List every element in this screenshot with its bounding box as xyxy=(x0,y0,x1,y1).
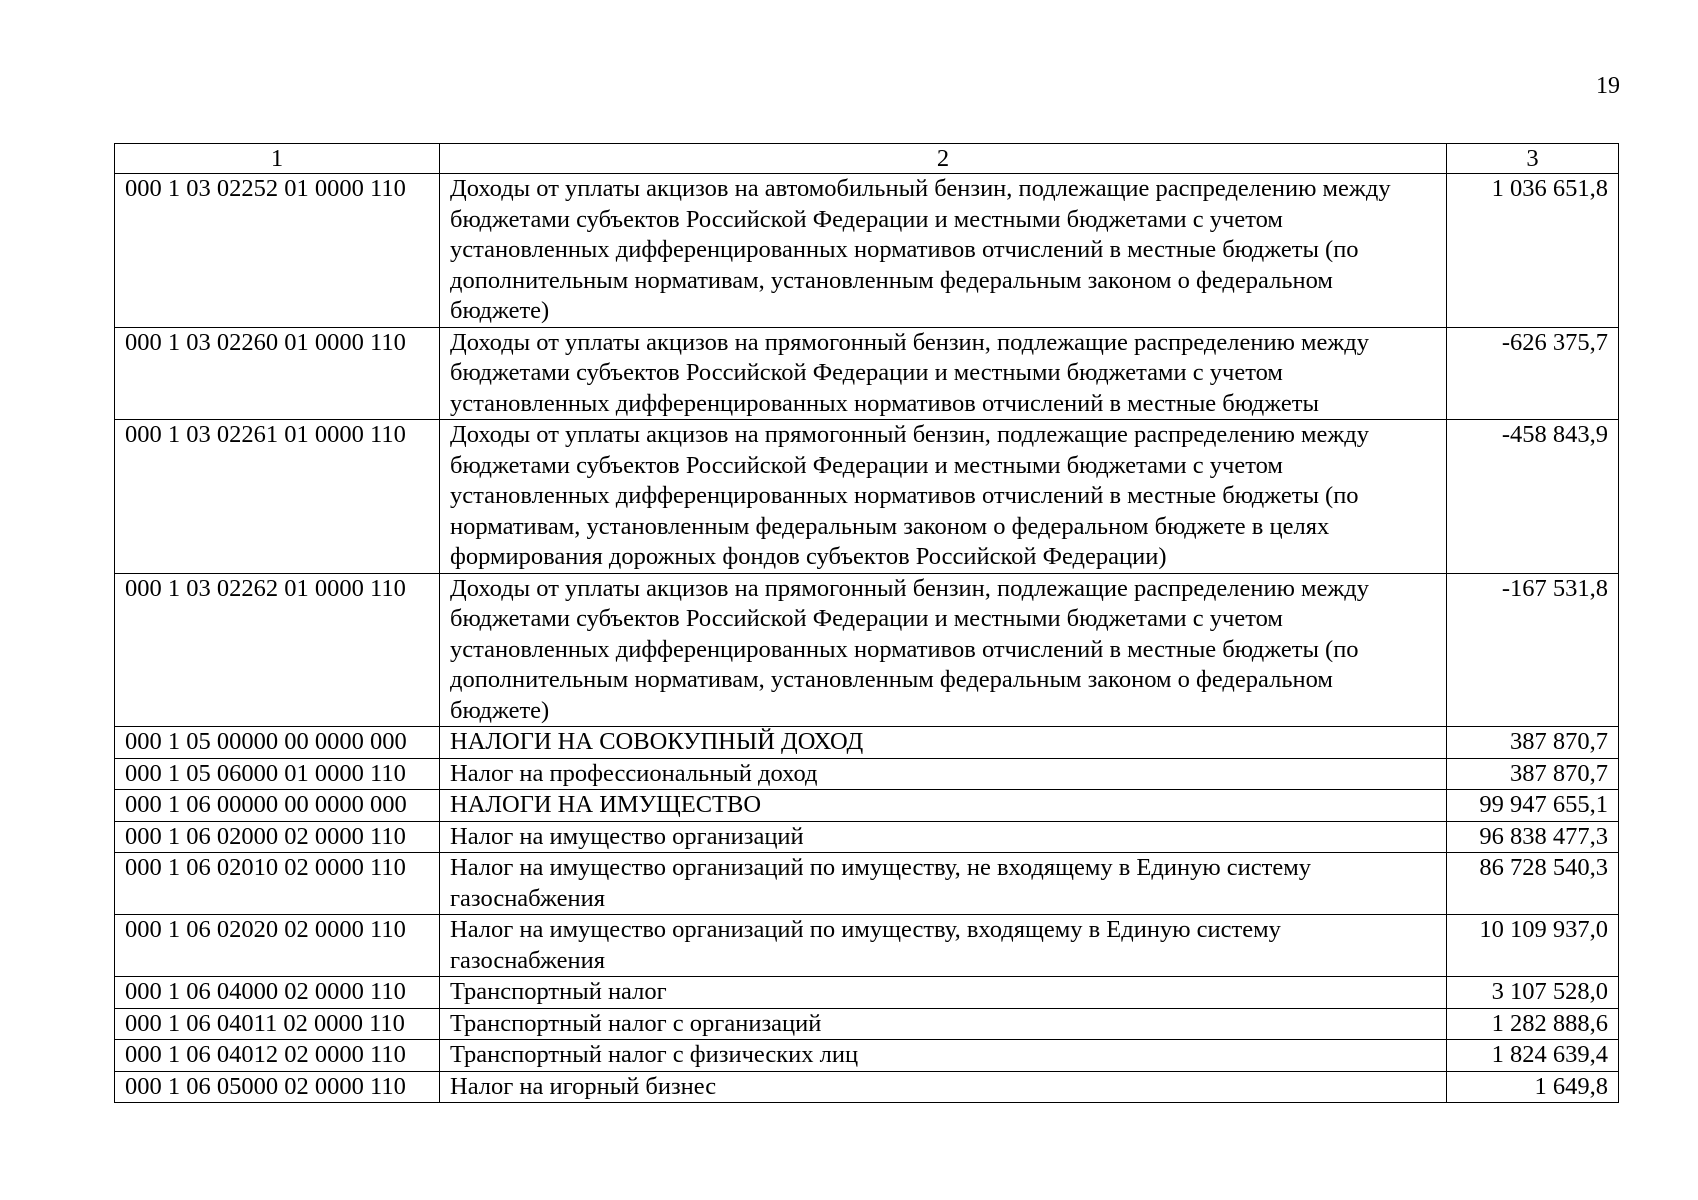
table-row xyxy=(115,174,1619,328)
table-row xyxy=(115,1040,1619,1072)
revenue-name-cell: Налог на профессиональный доход xyxy=(440,758,1447,790)
amount-cell: -167 531,8 xyxy=(1447,573,1619,727)
budget-code-cell: 000 1 06 02010 02 0000 110 xyxy=(115,853,440,915)
budget-code-cell: 000 1 05 06000 01 0000 110 xyxy=(115,758,440,790)
amount-cell: 1 036 651,8 xyxy=(1447,174,1619,328)
page-number: 19 xyxy=(1596,73,1620,99)
amount-cell: 387 870,7 xyxy=(1447,758,1619,790)
revenue-name-cell: Налог на имущество организаций по имуществу, не входящему в Единую систему газоснабжения xyxy=(440,853,1447,915)
table-row xyxy=(115,727,1619,759)
table-row xyxy=(115,1071,1619,1103)
amount-cell: 86 728 540,3 xyxy=(1447,853,1619,915)
column-header-amount: 3 xyxy=(1447,144,1619,174)
table-row xyxy=(115,327,1619,420)
table-body xyxy=(115,174,1619,1103)
amount-cell: 387 870,7 xyxy=(1447,727,1619,759)
table-row xyxy=(115,821,1619,853)
table-row xyxy=(115,573,1619,727)
amount-cell: 99 947 655,1 xyxy=(1447,790,1619,822)
revenue-name-cell: Налог на имущество организаций xyxy=(440,821,1447,853)
amount-cell: 10 109 937,0 xyxy=(1447,915,1619,977)
revenue-name-cell: Транспортный налог xyxy=(440,977,1447,1009)
budget-code-cell: 000 1 06 04012 02 0000 110 xyxy=(115,1040,440,1072)
column-header-name: 2 xyxy=(440,144,1447,174)
budget-code-cell: 000 1 06 02020 02 0000 110 xyxy=(115,915,440,977)
budget-code-cell: 000 1 03 02262 01 0000 110 xyxy=(115,573,440,727)
table-row xyxy=(115,758,1619,790)
table-header-row xyxy=(115,144,1619,174)
budget-code-cell: 000 1 03 02260 01 0000 110 xyxy=(115,327,440,420)
amount-cell: 1 649,8 xyxy=(1447,1071,1619,1103)
table-row xyxy=(115,420,1619,574)
revenue-name-cell: НАЛОГИ НА ИМУЩЕСТВО xyxy=(440,790,1447,822)
revenue-name-cell: Доходы от уплаты акцизов на автомобильный бензин, подлежащие распределению между бюджетами субъектов Российской Федерации и местными бюджетами с учетом установленных дифференцированных нормативов отчислений в местные бюджеты (по дополнительным нормативам, установленным федеральным законом о федеральном бюджете) xyxy=(440,174,1447,328)
budget-code-cell: 000 1 03 02252 01 0000 110 xyxy=(115,174,440,328)
table-row xyxy=(115,915,1619,977)
table-row xyxy=(115,790,1619,822)
budget-code-cell: 000 1 06 05000 02 0000 110 xyxy=(115,1071,440,1103)
revenue-name-cell: Доходы от уплаты акцизов на прямогонный бензин, подлежащие распределению между бюджетами субъектов Российской Федерации и местными бюджетами с учетом установленных дифференцированных нормативов отчислений в местные бюджеты (по нормативам, установленным федеральным законом о федеральном бюджете в целях формирования дорожных фондов субъектов Российской Федерации) xyxy=(440,420,1447,574)
budget-code-cell: 000 1 06 00000 00 0000 000 xyxy=(115,790,440,822)
amount-cell: -626 375,7 xyxy=(1447,327,1619,420)
revenue-name-cell: НАЛОГИ НА СОВОКУПНЫЙ ДОХОД xyxy=(440,727,1447,759)
budget-code-cell: 000 1 06 02000 02 0000 110 xyxy=(115,821,440,853)
revenue-name-cell: Доходы от уплаты акцизов на прямогонный бензин, подлежащие распределению между бюджетами субъектов Российской Федерации и местными бюджетами с учетом установленных дифференцированных нормативов отчислений в местные бюджеты (по дополнительным нормативам, установленным федеральным законом о федеральном бюджете) xyxy=(440,573,1447,727)
revenue-name-cell: Транспортный налог с организаций xyxy=(440,1008,1447,1040)
amount-cell: 96 838 477,3 xyxy=(1447,821,1619,853)
revenue-name-cell: Доходы от уплаты акцизов на прямогонный бензин, подлежащие распределению между бюджетами субъектов Российской Федерации и местными бюджетами с учетом установленных дифференцированных нормативов отчислений в местные бюджеты xyxy=(440,327,1447,420)
revenue-table xyxy=(114,143,1619,1103)
amount-cell: 3 107 528,0 xyxy=(1447,977,1619,1009)
budget-code-cell: 000 1 03 02261 01 0000 110 xyxy=(115,420,440,574)
amount-cell: -458 843,9 xyxy=(1447,420,1619,574)
amount-cell: 1 282 888,6 xyxy=(1447,1008,1619,1040)
revenue-name-cell: Налог на имущество организаций по имуществу, входящему в Единую систему газоснабжения xyxy=(440,915,1447,977)
amount-cell: 1 824 639,4 xyxy=(1447,1040,1619,1072)
budget-code-cell: 000 1 06 04000 02 0000 110 xyxy=(115,977,440,1009)
table-row xyxy=(115,853,1619,915)
budget-code-cell: 000 1 05 00000 00 0000 000 xyxy=(115,727,440,759)
table-row xyxy=(115,977,1619,1009)
revenue-name-cell: Транспортный налог с физических лиц xyxy=(440,1040,1447,1072)
column-header-code: 1 xyxy=(115,144,440,174)
table-row xyxy=(115,1008,1619,1040)
budget-code-cell: 000 1 06 04011 02 0000 110 xyxy=(115,1008,440,1040)
revenue-name-cell: Налог на игорный бизнес xyxy=(440,1071,1447,1103)
